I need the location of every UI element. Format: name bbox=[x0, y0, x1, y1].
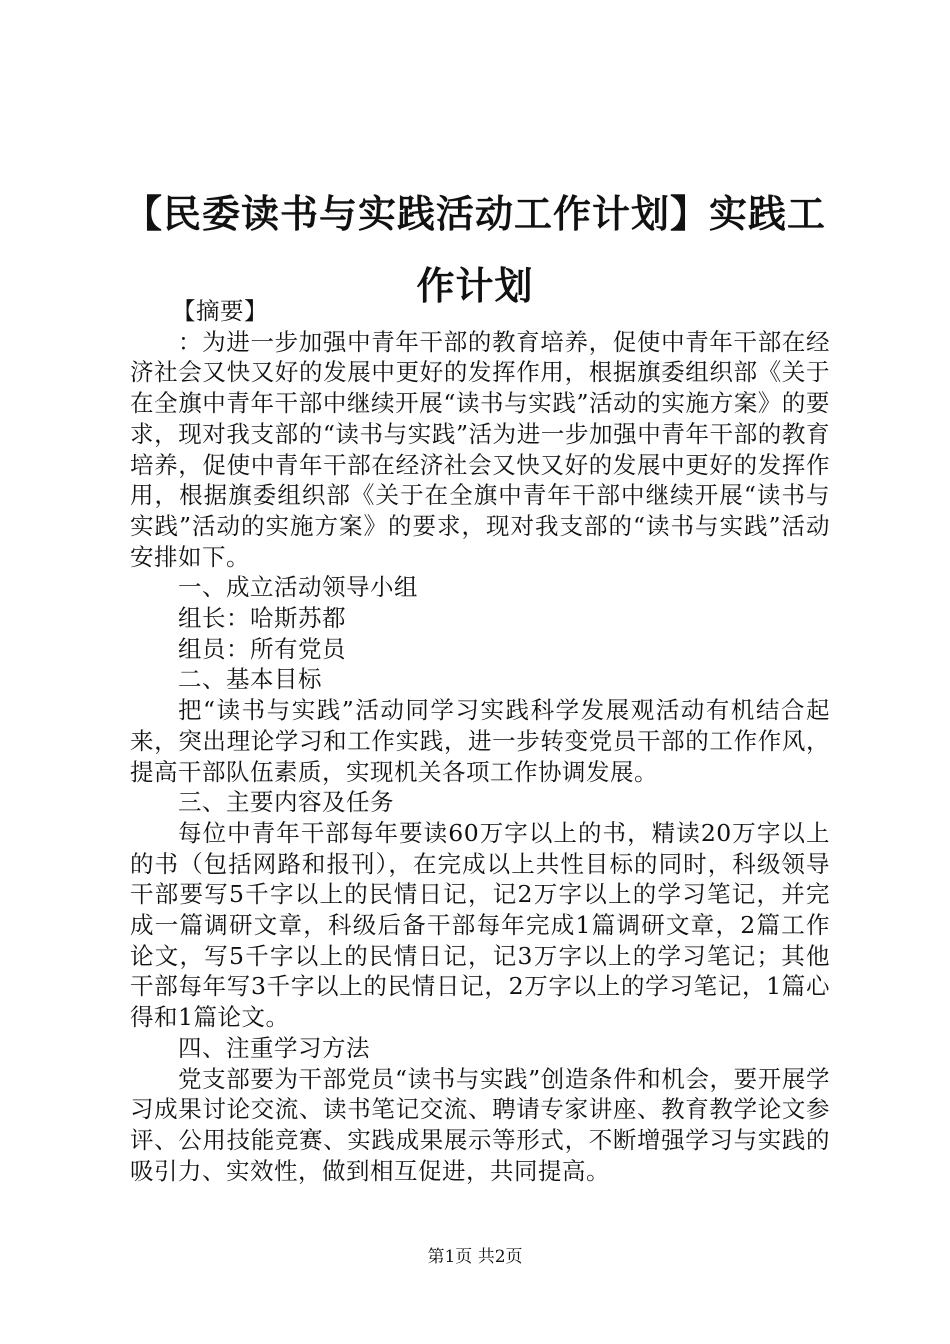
page-footer: 第1页 共2页 bbox=[427, 1247, 523, 1267]
section-heading-4: 四、注重学习方法 bbox=[178, 1033, 370, 1062]
section-heading-2: 二、基本目标 bbox=[178, 665, 322, 694]
document-title: 【民委读书与实践活动工作计划】实践工作计划 bbox=[123, 192, 826, 308]
basic-goal-paragraph: 把“读书与实践”活动同学习实践科学发展观活动有机结合起来，突出理论学习和工作实践，进一步转变党员干部的工作作风，提高干部队伍素质，实现机关各项工作协调发展。 bbox=[130, 696, 830, 786]
abstract-paragraph: ：为进一步加强中青年干部的教育培养，促使中青年干部在经济社会又快又好的发展中更好的发挥作用，根据旗委组织部《关于在全旗中青年干部中继续开展“读书与实践”活动的实施方案》的要求，现对我支部的“读书与实践”活为进一步加强中青年干部的教育培养，促使中青年干部在经济社会又快又好的发展中更好的发挥作用，根据旗委组织部《关于在全旗中青年干部中继续开展“读书与实践”活动的实施方案》的要求，现对我支部的“读书与实践”活动安排如下。 bbox=[130, 327, 830, 571]
group-leader-line: 组长：哈斯苏都 bbox=[178, 604, 346, 633]
tasks-paragraph: 每位中青年干部每年要读60万字以上的书，精读20万字以上的书（包括网路和报刊），在完成以上共性目标的同时，科级领导干部要写5千字以上的民情日记，记2万字以上的学习笔记，并完成一篇调研文章，科级后备干部每年完成1篇调研文章，2篇工作论文，写5千字以上的民情日记，记3万字以上的学习笔记；其他干部每年写3千字以上的民情日记，2万字以上的学习笔记，1篇心得和1篇论文。 bbox=[130, 818, 830, 1032]
group-members-line: 组员：所有党员 bbox=[178, 634, 346, 663]
methods-paragraph: 党支部要为干部党员“读书与实践”创造条件和机会，要开展学习成果讨论交流、读书笔记交流、聘请专家讲座、教育教学论文参评、公用技能竞赛、实践成果展示等形式，不断增强学习与实践的吸引力、实效性，做到相互促进，共同提高。 bbox=[130, 1064, 830, 1185]
document-body bbox=[130, 296, 830, 1186]
abstract-label: 【摘要】 bbox=[172, 297, 268, 325]
section-heading-1: 一、成立活动领导小组 bbox=[178, 573, 418, 602]
section-heading-3: 三、主要内容及任务 bbox=[178, 788, 394, 817]
